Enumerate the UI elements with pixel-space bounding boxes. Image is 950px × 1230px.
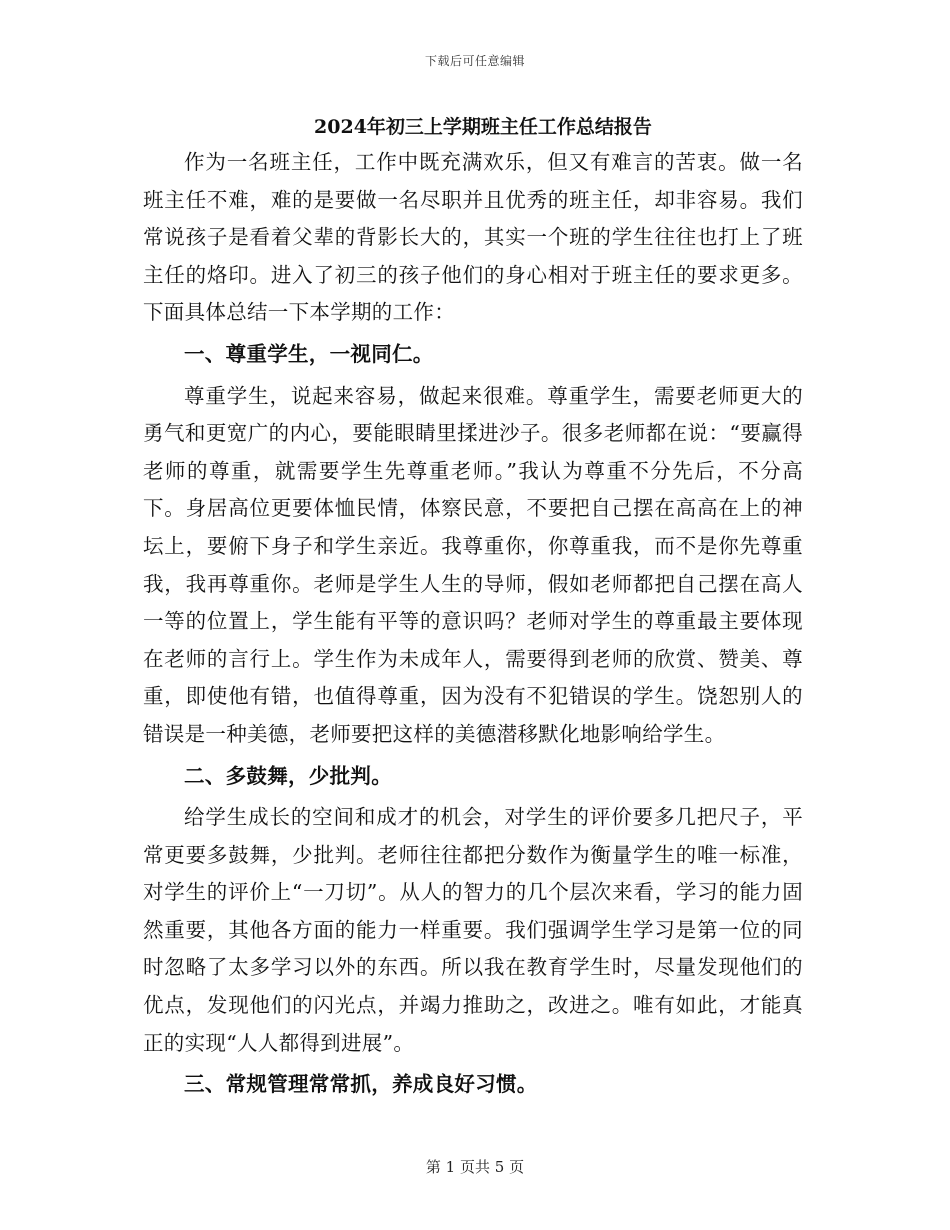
section-heading-1: 一、尊重学生，一视同仁。: [184, 341, 434, 366]
section-body-2: 给学生成长的空间和成才的机会，对学生的评价要多几把尺子，平常更要多鼓舞，少批判。老师往往都把分数作为衡量学生的唯一标准，对学生的评价上“一刀切”。从人的智力的几个层次来看，学习的能力固然重要，其他各方面的能力一样重要。我们强调学生学习是第一位的同时忽略了太多学习以外的东西。所以我在教育学生时，尽量发现他们的优点，发现他们的闪光点，并竭力推助之，改进之。唯有如此，才能真正的实现“人人都得到进展”。: [143, 805, 803, 1055]
section-heading-3: 三、常规管理常常抓，养成良好习惯。: [184, 1072, 538, 1097]
page-footer-number: 第 1 页共 5 页: [425, 1158, 525, 1176]
section-body-1: 尊重学生，说起来容易，做起来很难。尊重学生，需要老师更大的勇气和更宽广的内心，要能眼睛里揉进沙子。很多老师都在说：“要赢得老师的尊重，就需要学生先尊重老师。”我认为尊重不分先后，不分高下。身居高位更要体恤民情，体察民意，不要把自己摆在高高在上的神坛上，要俯下身子和学生亲近。我尊重你，你尊重我，而不是你先尊重我，我再尊重你。老师是学生人生的导师，假如老师都把自己摆在高人一等的位置上，学生能有平等的意识吗？老师对学生的尊重最主要体现在老师的言行上。学生作为未成年人，需要得到老师的欣赏、赞美、尊重，即使他有错，也值得尊重，因为没有不犯错误的学生。饶恕别人的错误是一种美德，老师要把这样的美德潜移默化地影响给学生。: [143, 383, 803, 746]
document-title: 2024年初三上学期班主任工作总结报告: [314, 116, 652, 138]
section-heading-2: 二、多鼓舞，少批判。: [184, 763, 392, 788]
intro-paragraph: 作为一名班主任，工作中既充满欢乐，但又有难言的苦衷。做一名班主任不难，难的是要做一名尽职并且优秀的班主任，却非容易。我们常说孩子是看着父辈的背影长大的，其实一个班的学生往往也打上了班主任的烙印。进入了初三的孩子他们的身心相对于班主任的要求更多。下面具体总结一下本学期的工作：: [143, 150, 803, 325]
document-body: [143, 110, 803, 1104]
page-header-note: 下载后可任意编辑: [424, 54, 525, 68]
